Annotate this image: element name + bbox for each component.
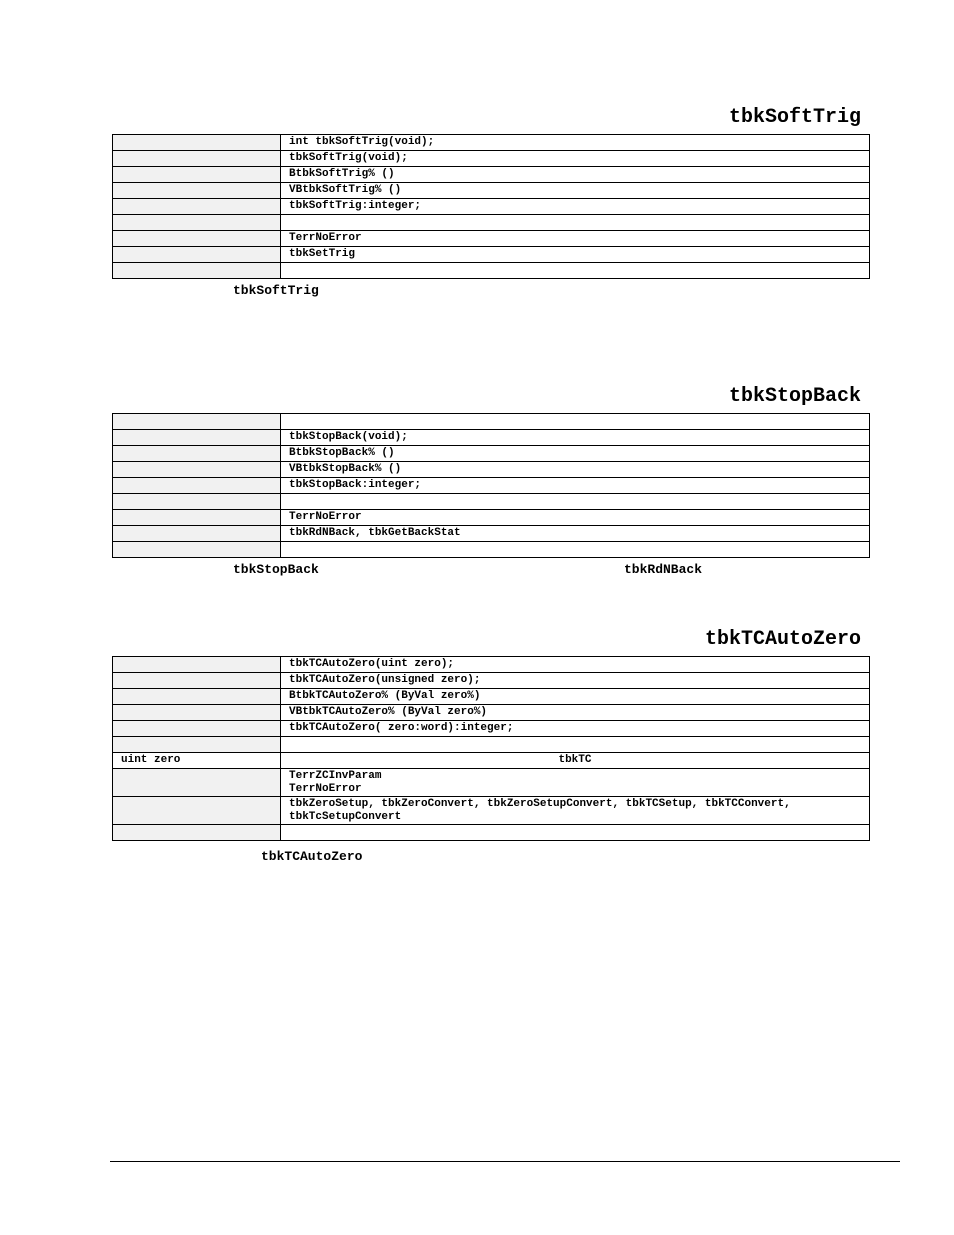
- row-value: [281, 825, 870, 841]
- param-label: uint zero: [113, 753, 281, 769]
- row-label: [113, 135, 281, 151]
- see-also: [281, 797, 870, 825]
- table-row: [113, 430, 870, 446]
- table-row: [113, 494, 870, 510]
- table-row: [113, 510, 870, 526]
- table-row: [113, 657, 870, 673]
- row-value: tbkStopBack:integer;: [281, 478, 870, 494]
- table-row: [113, 167, 870, 183]
- row-label: [113, 526, 281, 542]
- row-value: tbkStopBack(void);: [281, 430, 870, 446]
- row-label: [113, 721, 281, 737]
- row-value: TerrNoError: [281, 510, 870, 526]
- row-value: BtbkTCAutoZero% (ByVal zero%): [281, 689, 870, 705]
- section-note-right: tbkRdNBack: [624, 562, 703, 577]
- row-label: [113, 478, 281, 494]
- table-row: [113, 542, 870, 558]
- error-list: [281, 769, 870, 797]
- table-row: [113, 526, 870, 542]
- table-row: [113, 769, 870, 797]
- function-title: tbkSoftTrig: [728, 106, 861, 129]
- table-row: [113, 215, 870, 231]
- table-row: [113, 247, 870, 263]
- row-value: tbkTCAutoZero(uint zero);: [281, 657, 870, 673]
- table-row: [113, 721, 870, 737]
- function-title: tbkStopBack: [728, 385, 861, 408]
- row-value: [281, 215, 870, 231]
- table-row: [113, 199, 870, 215]
- row-value: VBtbkSoftTrig% (): [281, 183, 870, 199]
- row-value: int tbkSoftTrig(void);: [281, 135, 870, 151]
- row-label: [113, 414, 281, 430]
- row-label: [113, 231, 281, 247]
- row-value: VBtbkStopBack% (): [281, 462, 870, 478]
- table-row: [113, 673, 870, 689]
- row-label: [113, 797, 281, 825]
- function-title: tbkTCAutoZero: [704, 628, 861, 651]
- table-row: [113, 183, 870, 199]
- row-label: [113, 151, 281, 167]
- table-row: [113, 462, 870, 478]
- row-label: [113, 430, 281, 446]
- row-label: [113, 215, 281, 231]
- table-row: [113, 446, 870, 462]
- row-label: [113, 510, 281, 526]
- table-row: [113, 753, 870, 769]
- section-note-left: tbkStopBack: [233, 562, 319, 577]
- table-row: [113, 231, 870, 247]
- row-value: [281, 494, 870, 510]
- row-label: [113, 542, 281, 558]
- row-label: [113, 462, 281, 478]
- row-label: [113, 825, 281, 841]
- see-also-line: tbkTcSetupConvert: [289, 811, 402, 823]
- section-note: tbkTCAutoZero: [261, 849, 363, 864]
- table-row: [113, 151, 870, 167]
- spec-table: [112, 656, 870, 841]
- table-row: [113, 705, 870, 721]
- table-row: [113, 263, 870, 279]
- row-value: tbkSoftTrig(void);: [281, 151, 870, 167]
- table-row: [113, 825, 870, 841]
- row-label: [113, 494, 281, 510]
- table-row: [113, 689, 870, 705]
- table-row: [113, 797, 870, 825]
- param-value: tbkTC: [281, 753, 870, 769]
- row-value: [281, 542, 870, 558]
- section-note: tbkSoftTrig: [233, 283, 319, 298]
- footer-rule: [110, 1161, 900, 1162]
- row-label: [113, 167, 281, 183]
- row-label: [113, 737, 281, 753]
- row-label: [113, 183, 281, 199]
- row-value: TerrNoError: [281, 231, 870, 247]
- row-value: tbkRdNBack, tbkGetBackStat: [281, 526, 870, 542]
- spec-table: [112, 413, 870, 558]
- error-code: TerrZCInvParam: [289, 770, 382, 782]
- table-row: [113, 737, 870, 753]
- row-value: BtbkStopBack% (): [281, 446, 870, 462]
- row-label: [113, 689, 281, 705]
- row-value: [281, 737, 870, 753]
- row-value: tbkTCAutoZero( zero:word):integer;: [281, 721, 870, 737]
- see-also-line: tbkZeroSetup, tbkZeroConvert, tbkZeroSetupConvert, tbkTCSetup, tbkTCConvert,: [289, 798, 791, 810]
- spec-table: [112, 134, 870, 279]
- row-value: [281, 263, 870, 279]
- table-row: [113, 478, 870, 494]
- row-label: [113, 199, 281, 215]
- row-label: [113, 263, 281, 279]
- error-code: TerrNoError: [289, 783, 362, 795]
- row-value: VBtbkTCAutoZero% (ByVal zero%): [281, 705, 870, 721]
- row-value: tbkTCAutoZero(unsigned zero);: [281, 673, 870, 689]
- row-value: BtbkSoftTrig% (): [281, 167, 870, 183]
- row-label: [113, 705, 281, 721]
- row-value: tbkSoftTrig:integer;: [281, 199, 870, 215]
- table-row: [113, 414, 870, 430]
- row-label: [113, 769, 281, 797]
- row-value: tbkSetTrig: [281, 247, 870, 263]
- table-row: [113, 135, 870, 151]
- row-label: [113, 657, 281, 673]
- row-label: [113, 247, 281, 263]
- row-value: [281, 414, 870, 430]
- row-label: [113, 446, 281, 462]
- row-label: [113, 673, 281, 689]
